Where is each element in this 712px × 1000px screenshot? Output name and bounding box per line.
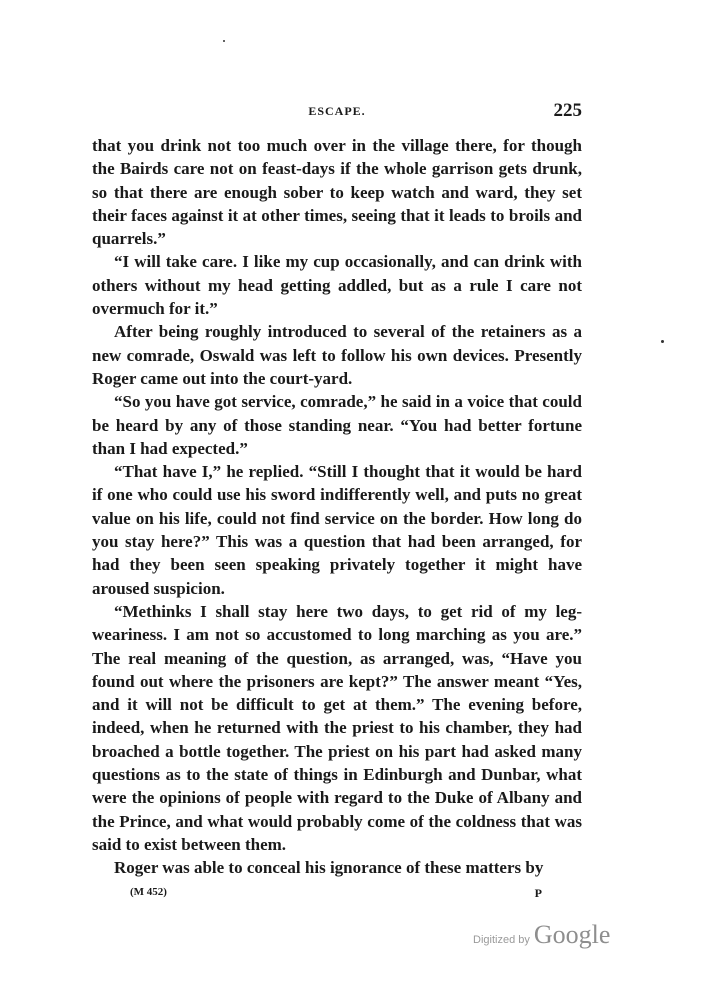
running-head	[92, 100, 582, 126]
page-footer	[130, 886, 542, 906]
google-logo: Google	[533, 920, 611, 949]
watermark-prefix: Digitized by	[473, 934, 530, 946]
paragraph: that you drink not too much over in the village there, for though the Bairds care not on feast-days if the whole garrison gets drunk, so that there are enough sober to keep watch and ward, they set their faces against it at other times, seeing that it leads to broils and quarrels.”	[92, 136, 582, 249]
running-title: ESCAPE.	[308, 104, 366, 118]
ink-speck	[661, 340, 664, 343]
paragraph: Roger was able to conceal his ignorance of these matters by	[114, 858, 544, 878]
page-number: 225	[553, 100, 582, 121]
digitized-watermark	[473, 920, 610, 950]
body-text	[92, 134, 582, 880]
paragraph: After being roughly introduced to several of the retainers as a new comrade, Oswald was left to follow his own devices. Presently Roger came out into the court-yard.	[92, 322, 582, 388]
ink-speck	[223, 40, 225, 42]
signature-letter: P	[534, 886, 542, 900]
paragraph: “I will take care. I like my cup occasionally, and can drink with others without my head getting addled, but as a rule I care not overmuch for it.”	[92, 252, 582, 319]
printer-signature: (M 452)	[130, 886, 167, 898]
paragraph: “That have I,” he replied. “Still I thought that it would be hard if one who could use his sword indifferently well, and puts no great value on his life, could not find service on the border. How long do you stay here?” This was a question that had been arranged, for had they been seen speaking privately together it might have aroused suspicion.	[92, 462, 582, 598]
paragraph: “So you have got service, comrade,” he said in a voice that could be heard by any of those standing near. “You had better fortune than I had expected.”	[92, 392, 582, 458]
paragraph: “Methinks I shall stay here two days, to get rid of my leg-weariness. I am not so accustomed to long marching as you are.” The real meaning of the question, as arranged, was, “Have you found out where the prisoners are kept?” The answer meant “Yes, and it will not be difficult to get at them.” The evening before, indeed, when he returned with the priest to his chamber, they had broached a bottle together. The priest on his part had asked many questions as to the state of things in Edinburgh and Dunbar, what were the opinions of people with regard to the Duke of Albany and the Prince, and what would probably come of the coldness that was said to exist between them.	[92, 601, 582, 854]
